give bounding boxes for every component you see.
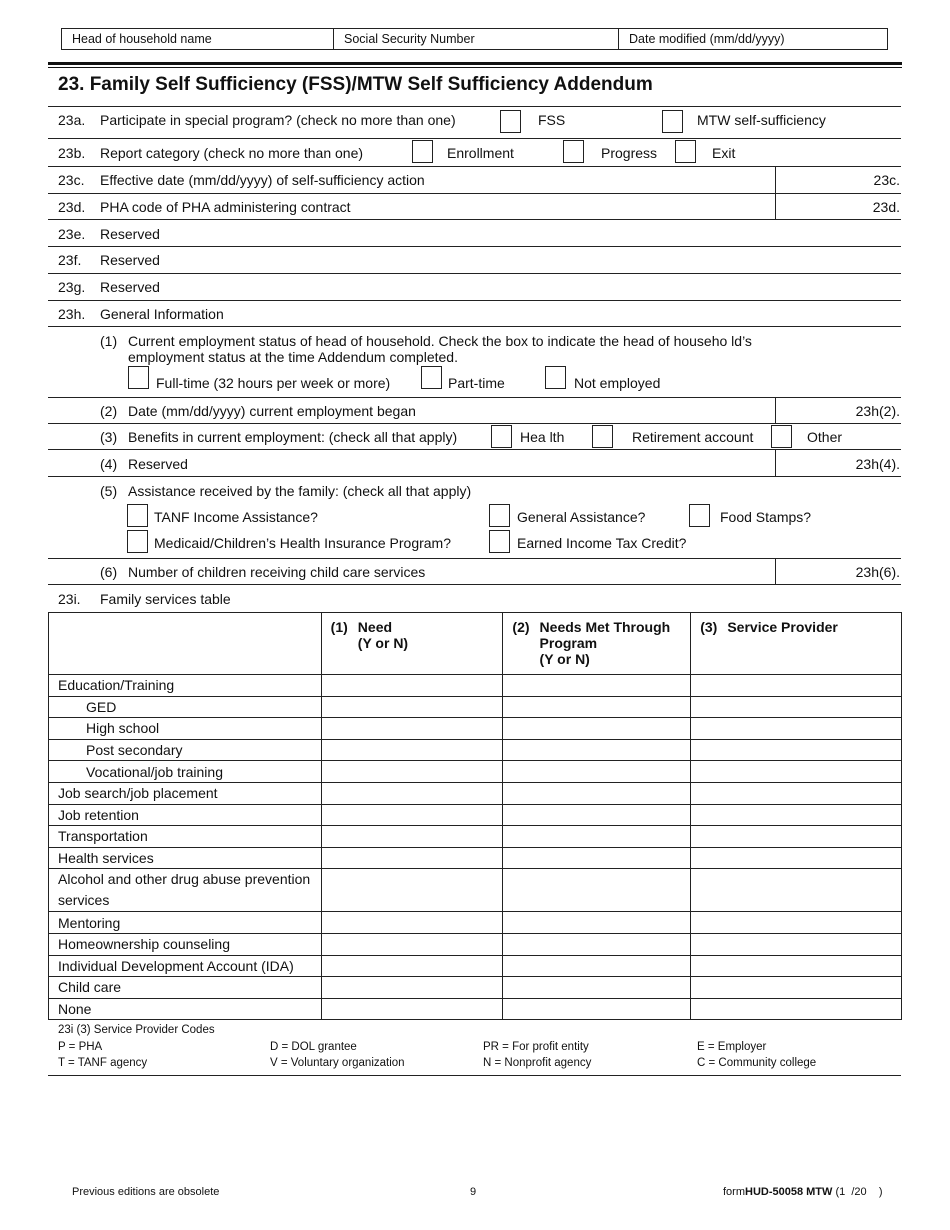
eitc-checkbox[interactable] (489, 530, 510, 553)
answer-column-line (775, 397, 776, 423)
row-23d-label: PHA code of PHA administering contract (100, 199, 351, 215)
full-time-checkbox[interactable] (128, 366, 149, 389)
service-label: Mentoring (49, 912, 322, 934)
form-id: formHUD-50058 MTW (1 /20 ) (723, 1186, 883, 1198)
health-checkbox[interactable] (491, 425, 512, 448)
provider-cell[interactable] (691, 739, 902, 761)
food-stamps-checkbox[interactable] (689, 504, 710, 527)
row-23b-label: Report category (check no more than one) (100, 145, 364, 161)
other-label: Other (807, 429, 843, 445)
needs-met-cell[interactable] (503, 869, 691, 912)
divider (48, 166, 901, 167)
row-23g-label: Reserved (100, 279, 160, 295)
row-23e-number: 23e. (58, 226, 86, 242)
needs-met-cell[interactable] (503, 761, 691, 783)
divider (48, 476, 901, 477)
h1-label-line2: employment status at the time Addendum completed. (128, 349, 458, 365)
divider (48, 558, 901, 559)
effective-date-field[interactable]: 23c. (873, 172, 900, 188)
header-box (61, 28, 888, 50)
table-row (49, 739, 902, 761)
row-23c-number: 23c. (58, 172, 85, 188)
service-label: High school (49, 718, 322, 740)
provider-cell[interactable] (691, 804, 902, 826)
h3-number: (3) (100, 429, 118, 445)
divider (48, 193, 901, 194)
service-label: Health services (49, 847, 322, 869)
progress-label: Progress (601, 145, 658, 161)
code-pr: PR = For profit entity (483, 1041, 589, 1053)
h1-number: (1) (100, 333, 118, 349)
row-23i-number: 23i. (58, 591, 81, 607)
service-label: Transportation (49, 826, 322, 848)
needs-met-cell[interactable] (503, 718, 691, 740)
food-stamps-label: Food Stamps? (720, 509, 812, 525)
h5-label: Assistance received by the family: (check all that apply) (128, 483, 472, 499)
answer-column-line (775, 449, 776, 476)
row-23b-number: 23b. (58, 145, 86, 161)
medicaid-chip-label: Medicaid/Children’s Health Insurance Program? (154, 535, 452, 551)
needs-met-cell[interactable] (503, 826, 691, 848)
provider-cell[interactable] (691, 718, 902, 740)
h6-number: (6) (100, 564, 118, 580)
row-23c-label: Effective date (mm/dd/yyyy) of self-sufficiency action (100, 172, 425, 188)
part-time-label: Part-time (448, 375, 505, 391)
row-23a-label: Participate in special program? (check no more than one) (100, 112, 456, 128)
service-provider-column-header: (3) Service Provider (691, 613, 902, 675)
provider-cell[interactable] (691, 998, 902, 1020)
needs-met-cell[interactable] (503, 847, 691, 869)
date-modified-field[interactable]: Date modified (mm/dd/yyyy) (618, 29, 887, 49)
code-d: D = DOL grantee (270, 1041, 357, 1053)
table-row (49, 998, 902, 1020)
row-23h-number: 23h. (58, 306, 86, 322)
ssn-field[interactable]: Social Security Number (333, 29, 618, 49)
provider-cell[interactable] (691, 977, 902, 999)
row-23h-label: General Information (100, 306, 224, 322)
divider (48, 397, 901, 398)
need-cell[interactable] (321, 782, 503, 804)
mtw-self-sufficiency-checkbox[interactable] (662, 110, 683, 133)
divider (48, 449, 901, 450)
need-cell[interactable] (321, 912, 503, 934)
need-cell[interactable] (321, 739, 503, 761)
row-23e-label: Reserved (100, 226, 160, 242)
divider (48, 219, 901, 220)
empty-header-cell (49, 613, 322, 675)
divider (48, 423, 901, 424)
h4-reserved-field[interactable]: 23h(4). (855, 456, 900, 472)
medicaid-chip-checkbox[interactable] (127, 530, 148, 553)
need-cell[interactable] (321, 998, 503, 1020)
answer-column-line (775, 558, 776, 584)
provider-cell[interactable] (691, 675, 902, 697)
h5-number: (5) (100, 483, 118, 499)
row-23a-number: 23a. (58, 112, 86, 128)
family-services-table (48, 612, 902, 1020)
needs-met-cell[interactable] (503, 912, 691, 934)
service-label: Individual Development Account (IDA) (49, 955, 322, 977)
needs-met-cell[interactable] (503, 675, 691, 697)
needs-met-cell[interactable] (503, 977, 691, 999)
divider (48, 106, 901, 107)
divider (48, 138, 901, 139)
retirement-account-checkbox[interactable] (592, 425, 613, 448)
needs-met-cell[interactable] (503, 782, 691, 804)
service-label: Child care (49, 977, 322, 999)
enrollment-checkbox[interactable] (412, 140, 433, 163)
needs-met-cell[interactable] (503, 955, 691, 977)
code-e: E = Employer (697, 1041, 767, 1053)
row-23i-label: Family services table (100, 591, 231, 607)
part-time-checkbox[interactable] (421, 366, 442, 389)
row-23g-number: 23g. (58, 279, 86, 295)
tanf-label: TANF Income Assistance? (154, 509, 318, 525)
progress-checkbox[interactable] (563, 140, 584, 163)
table-row (49, 826, 902, 848)
codes-title: 23i (3) Service Provider Codes (58, 1024, 215, 1036)
service-label: Homeownership counseling (49, 933, 322, 955)
service-label: GED (49, 696, 322, 718)
table-row (49, 782, 902, 804)
fss-checkbox[interactable] (500, 110, 521, 133)
table-row (49, 804, 902, 826)
h2-label: Date (mm/dd/yyyy) current employment began (128, 403, 416, 419)
fss-label: FSS (538, 112, 566, 128)
service-label: Alcohol and other drug abuse prevention services (49, 869, 322, 912)
provider-cell[interactable] (691, 761, 902, 783)
not-employed-checkbox[interactable] (545, 366, 566, 389)
need-cell[interactable] (321, 696, 503, 718)
enrollment-label: Enrollment (447, 145, 514, 161)
answer-column-line (775, 166, 776, 219)
divider (48, 326, 901, 327)
full-time-label: Full-time (32 hours per week or more) (156, 375, 391, 391)
code-n: N = Nonprofit agency (483, 1057, 592, 1069)
divider (48, 300, 901, 301)
retirement-account-label: Retirement account (632, 429, 754, 445)
provider-cell[interactable] (691, 782, 902, 804)
needs-met-cell[interactable] (503, 998, 691, 1020)
tanf-checkbox[interactable] (127, 504, 148, 527)
section-title: 23. Family Self Sufficiency (FSS)/MTW Self Sufficiency Addendum (58, 74, 653, 95)
h2-number: (2) (100, 403, 118, 419)
need-cell[interactable] (321, 933, 503, 955)
need-cell[interactable] (321, 675, 503, 697)
exit-label: Exit (712, 145, 736, 161)
mtw-self-sufficiency-label: MTW self-sufficiency (697, 112, 826, 128)
general-assistance-label: General Assistance? (517, 509, 646, 525)
provider-cell[interactable] (691, 933, 902, 955)
provider-cell[interactable] (691, 869, 902, 912)
need-cell[interactable] (321, 955, 503, 977)
needs-met-cell[interactable] (503, 804, 691, 826)
page-number: 9 (470, 1186, 477, 1198)
not-employed-label: Not employed (574, 375, 661, 391)
section-rule-thin (48, 67, 902, 68)
provider-cell[interactable] (691, 826, 902, 848)
service-label: Job retention (49, 804, 322, 826)
table-row (49, 912, 902, 934)
needs-met-column-header: (2) Needs Met Through Program (Y or N) (503, 613, 691, 675)
pha-code-field[interactable]: 23d. (872, 199, 900, 215)
h6-label: Number of children receiving child care services (128, 564, 426, 580)
need-cell[interactable] (321, 977, 503, 999)
row-23f-label: Reserved (100, 252, 160, 268)
table-row (49, 718, 902, 740)
table-row (49, 977, 902, 999)
service-label: Education/Training (49, 675, 322, 697)
provider-cell[interactable] (691, 912, 902, 934)
other-checkbox[interactable] (771, 425, 792, 448)
health-label: Hea lth (520, 429, 565, 445)
code-p: P = PHA (58, 1041, 103, 1053)
needs-met-cell[interactable] (503, 933, 691, 955)
need-cell[interactable] (321, 869, 503, 912)
footer-obsolete-note: Previous editions are obsolete (72, 1186, 220, 1198)
table-row (49, 696, 902, 718)
general-assistance-checkbox[interactable] (489, 504, 510, 527)
section-rule-thick (48, 62, 902, 65)
code-t: T = TANF agency (58, 1057, 148, 1069)
h4-number: (4) (100, 456, 118, 472)
table-row (49, 869, 902, 912)
table-row (49, 955, 902, 977)
provider-cell[interactable] (691, 696, 902, 718)
divider (48, 1075, 901, 1076)
service-label: Vocational/job training (49, 761, 322, 783)
table-header-row (49, 613, 902, 675)
needs-met-cell[interactable] (503, 739, 691, 761)
table-row (49, 847, 902, 869)
need-cell[interactable] (321, 804, 503, 826)
need-cell[interactable] (321, 826, 503, 848)
table-row (49, 933, 902, 955)
need-cell[interactable] (321, 718, 503, 740)
employment-date-field[interactable]: 23h(2). (855, 403, 900, 419)
provider-cell[interactable] (691, 955, 902, 977)
table-row (49, 675, 902, 697)
h4-label: Reserved (128, 456, 188, 472)
need-column-header: (1) Need (Y or N) (321, 613, 503, 675)
service-label: Job search/job placement (49, 782, 322, 804)
service-label: None (49, 998, 322, 1020)
service-label: Post secondary (49, 739, 322, 761)
exit-checkbox[interactable] (675, 140, 696, 163)
code-v: V = Voluntary organization (270, 1057, 405, 1069)
need-cell[interactable] (321, 761, 503, 783)
head-of-household-field[interactable]: Head of household name (72, 32, 212, 46)
need-cell[interactable] (321, 847, 503, 869)
row-23f-number: 23f. (58, 252, 82, 268)
divider (48, 273, 901, 274)
code-c: C = Community college (697, 1057, 817, 1069)
table-row (49, 761, 902, 783)
h1-label-line1: Current employment status of head of household. Check the box to indicate the head of househo ld’s (128, 333, 752, 349)
children-child-care-field[interactable]: 23h(6). (855, 564, 900, 580)
needs-met-cell[interactable] (503, 696, 691, 718)
h3-label: Benefits in current employment: (check all that apply) (128, 429, 458, 445)
provider-cell[interactable] (691, 847, 902, 869)
row-23d-number: 23d. (58, 199, 86, 215)
divider (48, 246, 901, 247)
eitc-label: Earned Income Tax Credit? (517, 535, 687, 551)
divider (48, 584, 901, 585)
